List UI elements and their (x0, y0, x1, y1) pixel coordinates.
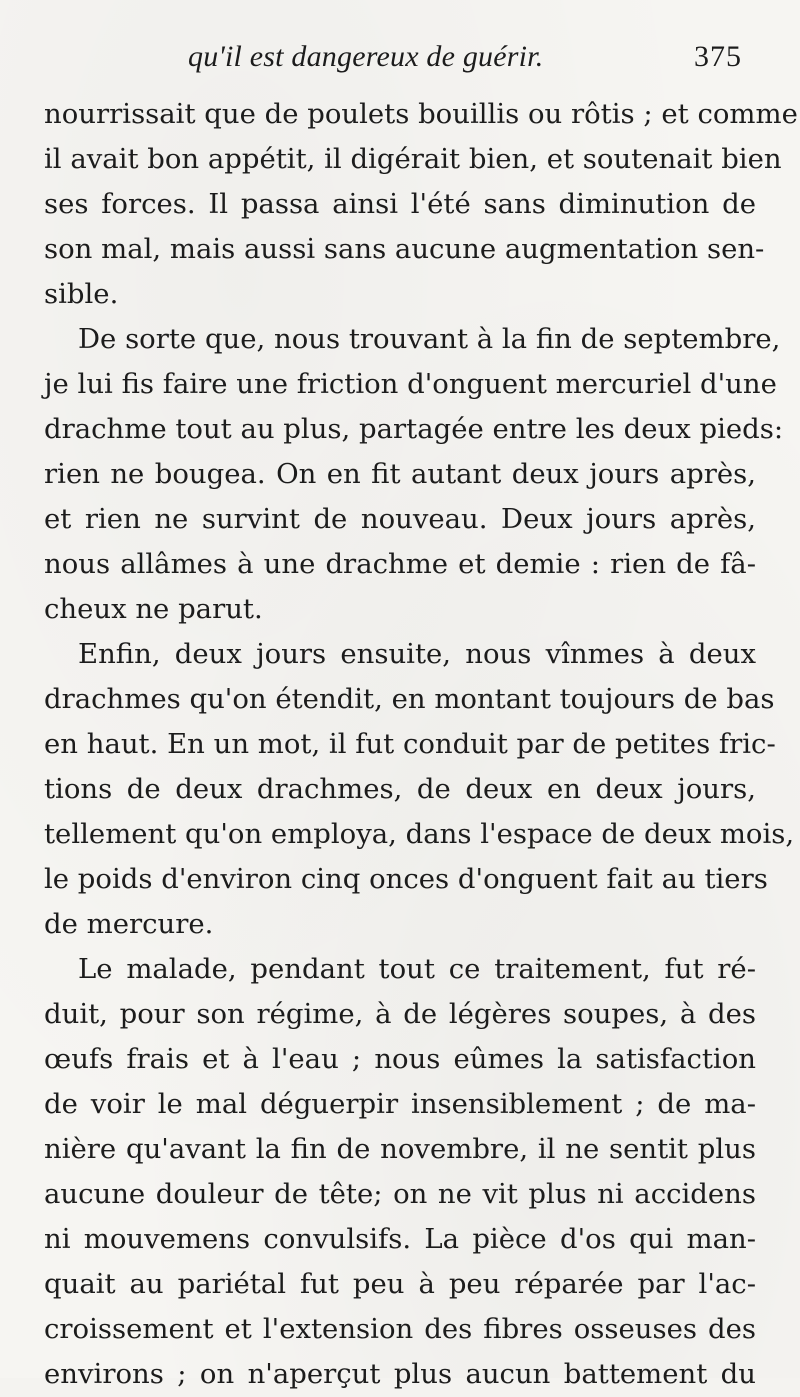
text-line: son mal, mais aussi sans aucune augmentation sen- (44, 233, 765, 265)
text-line: et rien ne survint de nouveau. Deux jours après, (44, 503, 756, 535)
text-line: œufs frais et à l'eau ; nous eûmes la satisfaction (44, 1043, 756, 1075)
running-title: qu'il est dangereux de guérir. (188, 40, 544, 73)
text-line: tions de deux drachmes, de deux en deux jours, (44, 773, 756, 805)
text-line: je lui fis faire une friction d'onguent mercuriel d'une (44, 368, 777, 400)
text-line: environs ; on n'aperçut plus aucun battement du (44, 1358, 756, 1390)
text-line: Enfin, deux jours ensuite, nous vînmes à deux (78, 638, 756, 670)
text-line: croissement et l'extension des fibres osseuses des (44, 1313, 756, 1345)
running-head (0, 40, 800, 84)
text-line: rien ne bougea. On en fit autant deux jours après, (44, 458, 756, 490)
text-line: aucune douleur de tête; on ne vit plus ni accidens (44, 1178, 756, 1210)
text-line: de voir le mal déguerpir insensiblement ; de ma- (44, 1088, 756, 1120)
text-line: en haut. En un mot, il fut conduit par de petites fric- (44, 728, 776, 760)
text-line: nourrissait que de poulets bouillis ou rôtis ; et comme (44, 98, 798, 130)
page-number: 375 (694, 40, 742, 73)
text-line: ni mouvemens convulsifs. La pièce d'os qui man- (44, 1223, 756, 1255)
text-line: il avait bon appétit, il digérait bien, et soutenait bien (44, 143, 782, 175)
body-text (44, 92, 798, 1397)
text-line: Le malade, pendant tout ce traitement, fut ré- (78, 953, 756, 985)
text-line: drachme tout au plus, partagée entre les deux pieds: (44, 413, 784, 445)
text-line: tellement qu'on employa, dans l'espace de deux mois, (44, 818, 795, 850)
text-line: drachmes qu'on étendit, en montant toujours de bas (44, 683, 775, 715)
text-line: de mercure. (44, 908, 214, 940)
text-line: nous allâmes à une drachme et demie : rien de fâ- (44, 548, 756, 580)
text-line: De sorte que, nous trouvant à la fin de septembre, (78, 323, 781, 355)
text-line: nière qu'avant la fin de novembre, il ne sentit plus (44, 1133, 756, 1165)
text-line: quait au pariétal fut peu à peu réparée par l'ac- (44, 1268, 756, 1300)
text-line: le poids d'environ cinq onces d'onguent fait au tiers (44, 863, 768, 895)
text-line: duit, pour son régime, à de légères soupes, à des (44, 998, 756, 1030)
text-line: ses forces. Il passa ainsi l'été sans diminution de (44, 188, 756, 220)
text-line: sible. (44, 278, 119, 310)
text-line: cheux ne parut. (44, 593, 263, 625)
